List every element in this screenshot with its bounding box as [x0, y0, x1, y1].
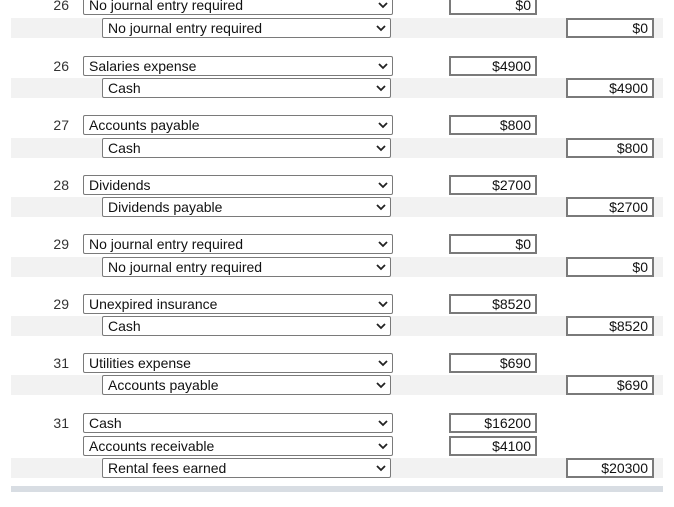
credit-amount-input[interactable]: $2700: [566, 197, 654, 217]
debit-account-select[interactable]: [83, 294, 393, 314]
chevron-down-icon: [378, 419, 388, 427]
account-label: No journal entry required: [108, 259, 263, 275]
credit-account-select[interactable]: [102, 316, 391, 336]
account-label: Rental fees earned: [108, 460, 227, 476]
chevron-down-icon: [378, 240, 388, 248]
chevron-down-icon: [378, 181, 388, 189]
credit-amount-input[interactable]: $0: [566, 18, 654, 38]
chevron-down-icon: [376, 381, 386, 389]
entry-date: 28: [53, 177, 69, 193]
account-label: Unexpired insurance: [89, 296, 218, 312]
chevron-down-icon: [376, 322, 386, 330]
credit-account-select[interactable]: [102, 257, 391, 277]
chevron-down-icon: [376, 144, 386, 152]
chevron-down-icon: [376, 84, 386, 92]
debit-account-select[interactable]: [83, 56, 393, 76]
debit-account-select[interactable]: [83, 0, 393, 15]
credit-amount-input[interactable]: $0: [566, 257, 654, 277]
account-label: No journal entry required: [89, 0, 244, 13]
debit-account-select[interactable]: [83, 413, 393, 433]
debit-amount-input[interactable]: $4900: [449, 56, 537, 76]
account-label: Accounts receivable: [89, 438, 215, 454]
credit-account-select[interactable]: [102, 18, 391, 38]
credit-account-select[interactable]: [102, 78, 391, 98]
entry-date: 26: [53, 0, 69, 13]
debit-amount-input[interactable]: $8520: [449, 294, 537, 314]
credit-account-select[interactable]: [102, 375, 391, 395]
account-label: Cash: [108, 80, 141, 96]
entry-date: 26: [53, 58, 69, 74]
table-bottom-border: [11, 486, 663, 492]
chevron-down-icon: [378, 62, 388, 70]
entry-date: 29: [53, 296, 69, 312]
debit-amount-input[interactable]: $690: [449, 353, 537, 373]
entry-date: 29: [53, 236, 69, 252]
credit-amount-input[interactable]: $800: [566, 138, 654, 158]
credit-amount-input[interactable]: $4900: [566, 78, 654, 98]
debit-account-select[interactable]: [83, 234, 393, 254]
debit-amount-input[interactable]: $4100: [449, 436, 537, 456]
debit-account-select[interactable]: [83, 353, 393, 373]
entry-date: 27: [53, 117, 69, 133]
chevron-down-icon: [378, 442, 388, 450]
credit-account-select[interactable]: [102, 197, 391, 217]
chevron-down-icon: [376, 263, 386, 271]
chevron-down-icon: [376, 464, 386, 472]
credit-account-select[interactable]: [102, 458, 391, 478]
entry-date: 31: [53, 355, 69, 371]
chevron-down-icon: [378, 300, 388, 308]
debit-account-select[interactable]: [83, 115, 393, 135]
debit-amount-input[interactable]: $0: [449, 0, 537, 15]
debit-account-select[interactable]: [83, 175, 393, 195]
debit-amount-input[interactable]: $0: [449, 234, 537, 254]
debit-amount-input[interactable]: $2700: [449, 175, 537, 195]
account-label: Accounts payable: [89, 117, 200, 133]
debit-amount-input[interactable]: $800: [449, 115, 537, 135]
account-label: No journal entry required: [89, 236, 244, 252]
credit-amount-input[interactable]: $690: [566, 375, 654, 395]
account-label: Dividends payable: [108, 199, 223, 215]
chevron-down-icon: [376, 203, 386, 211]
account-label: Dividends: [89, 177, 151, 193]
credit-amount-input[interactable]: $8520: [566, 316, 654, 336]
account-label: Cash: [108, 318, 141, 334]
credit-amount-input[interactable]: $20300: [566, 458, 654, 478]
account-label: Cash: [108, 140, 141, 156]
chevron-down-icon: [378, 1, 388, 9]
credit-account-select[interactable]: [102, 138, 391, 158]
debit-amount-input[interactable]: $16200: [449, 413, 537, 433]
chevron-down-icon: [378, 121, 388, 129]
account-label: Salaries expense: [89, 58, 197, 74]
account-label: Utilities expense: [89, 355, 191, 371]
debit-account-select[interactable]: [83, 436, 393, 456]
account-label: No journal entry required: [108, 20, 263, 36]
chevron-down-icon: [378, 359, 388, 367]
entry-date: 31: [53, 415, 69, 431]
account-label: Accounts payable: [108, 377, 219, 393]
account-label: Cash: [89, 415, 122, 431]
chevron-down-icon: [376, 24, 386, 32]
